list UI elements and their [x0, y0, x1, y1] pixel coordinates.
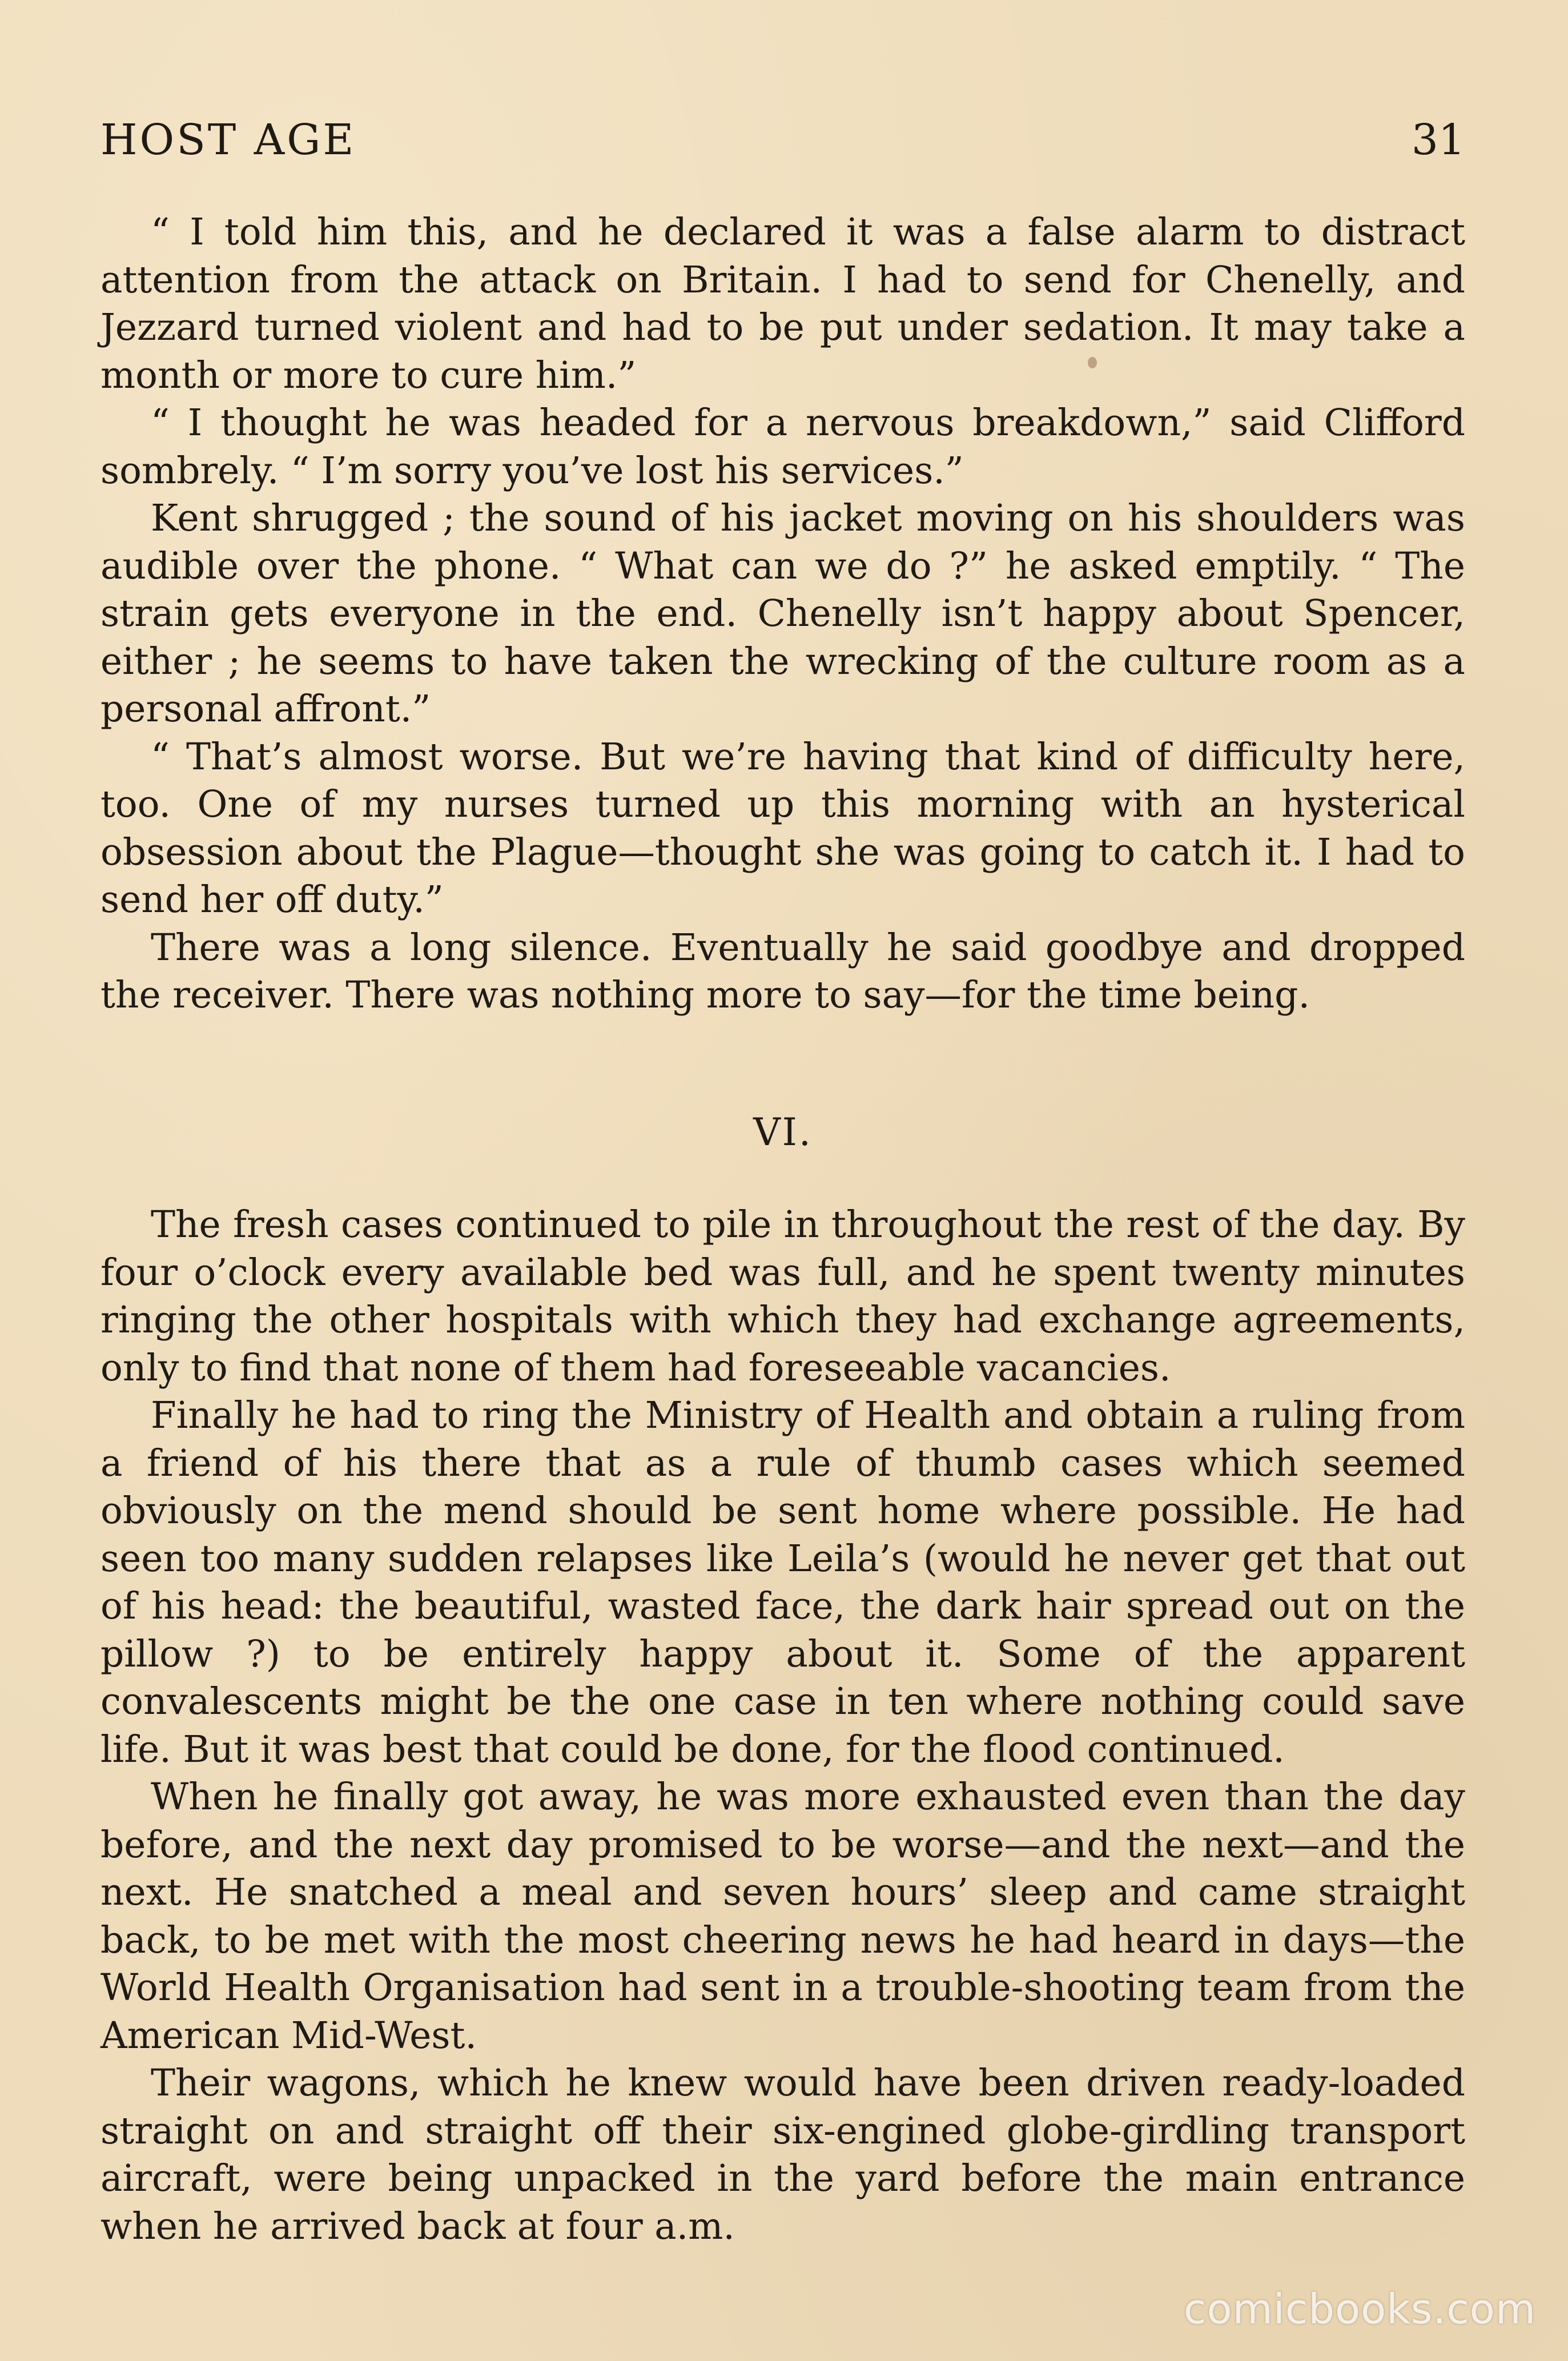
text-block-before-chapter	[100, 208, 1465, 1019]
paragraph: Their wagons, which he knew would have been driven ready-loaded straight on and straight off their six-engined globe-girdling transport aircraft, were being unpacked in the yard before the main entrance when he arrived back at four a.m.	[100, 2062, 1465, 2248]
paragraph: “ I thought he was headed for a nervous breakdown,” said Clifford sombrely. “ I’m sorry you’ve lost his services.”	[100, 401, 1465, 492]
paragraph: When he finally got away, he was more exhausted even than the day before, and the next day promised to be worse—and the next—and the next. He snatched a meal and seven hours’ sleep and came straight back, to be met with the most cheering news he had heard in days—the World Health Organisation had sent in a trouble-shooting team from the American Mid-West.	[100, 1776, 1465, 2057]
watermark: comicbooks.com	[1183, 2285, 1536, 2333]
running-head	[100, 109, 1465, 171]
paragraph: The fresh cases continued to pile in throughout the rest of the day. By four o’clock every available bed was full, and he spent twenty minutes ringing the other hospitals with which they had exchange agreements, only to find that none of them had foreseeable vacancies.	[100, 1203, 1465, 1390]
running-title: HOST AGE	[100, 115, 356, 164]
page-number: 31	[1411, 115, 1465, 164]
text-block-after-chapter	[100, 1201, 1465, 2250]
paragraph: Kent shrugged ; the sound of his jacket moving on his shoulders was audible over the phone. “ What can we do ?” he asked emptily. “ The strain gets everyone in the end. Chenelly isn’t happy about Spencer, either ; he seems to have taken the wrecking of the culture room as a personal affront.”	[100, 497, 1465, 730]
paragraph: Finally he had to ring the Ministry of Health and obtain a ruling from a friend of his there that as a rule of thumb cases which seemed obviously on the mend should be sent home where possible. He had seen too many sudden relapses like Leila’s (would he never get that out of his head: the beautiful, wasted face, the dark hair spread out on the pillow ?) to be entirely happy about it. Some of the apparent convalescents might be the one case in ten where nothing could save life. But it was best that could be done, for the flood continued.	[100, 1394, 1465, 1771]
chapter-number: VI.	[753, 1110, 813, 1154]
ink-speck	[1088, 357, 1097, 368]
paragraph: “ That’s almost worse. But we’re having that kind of difficulty here, too. One of my nurses turned up this morning with an hysterical obsession about the Plague—thought she was going to catch it. I had to send her off duty.”	[100, 735, 1465, 921]
paragraph: There was a long silence. Eventually he said goodbye and dropped the receiver. There was nothing more to say—for the time being.	[100, 926, 1465, 1017]
paragraph: “ I told him this, and he declared it was a false alarm to distract attention from the attack on Britain. I had to send for Chenelly, and Jezzard turned violent and had to be put under sedation. It may take a month or more to cure him.”	[100, 211, 1465, 397]
